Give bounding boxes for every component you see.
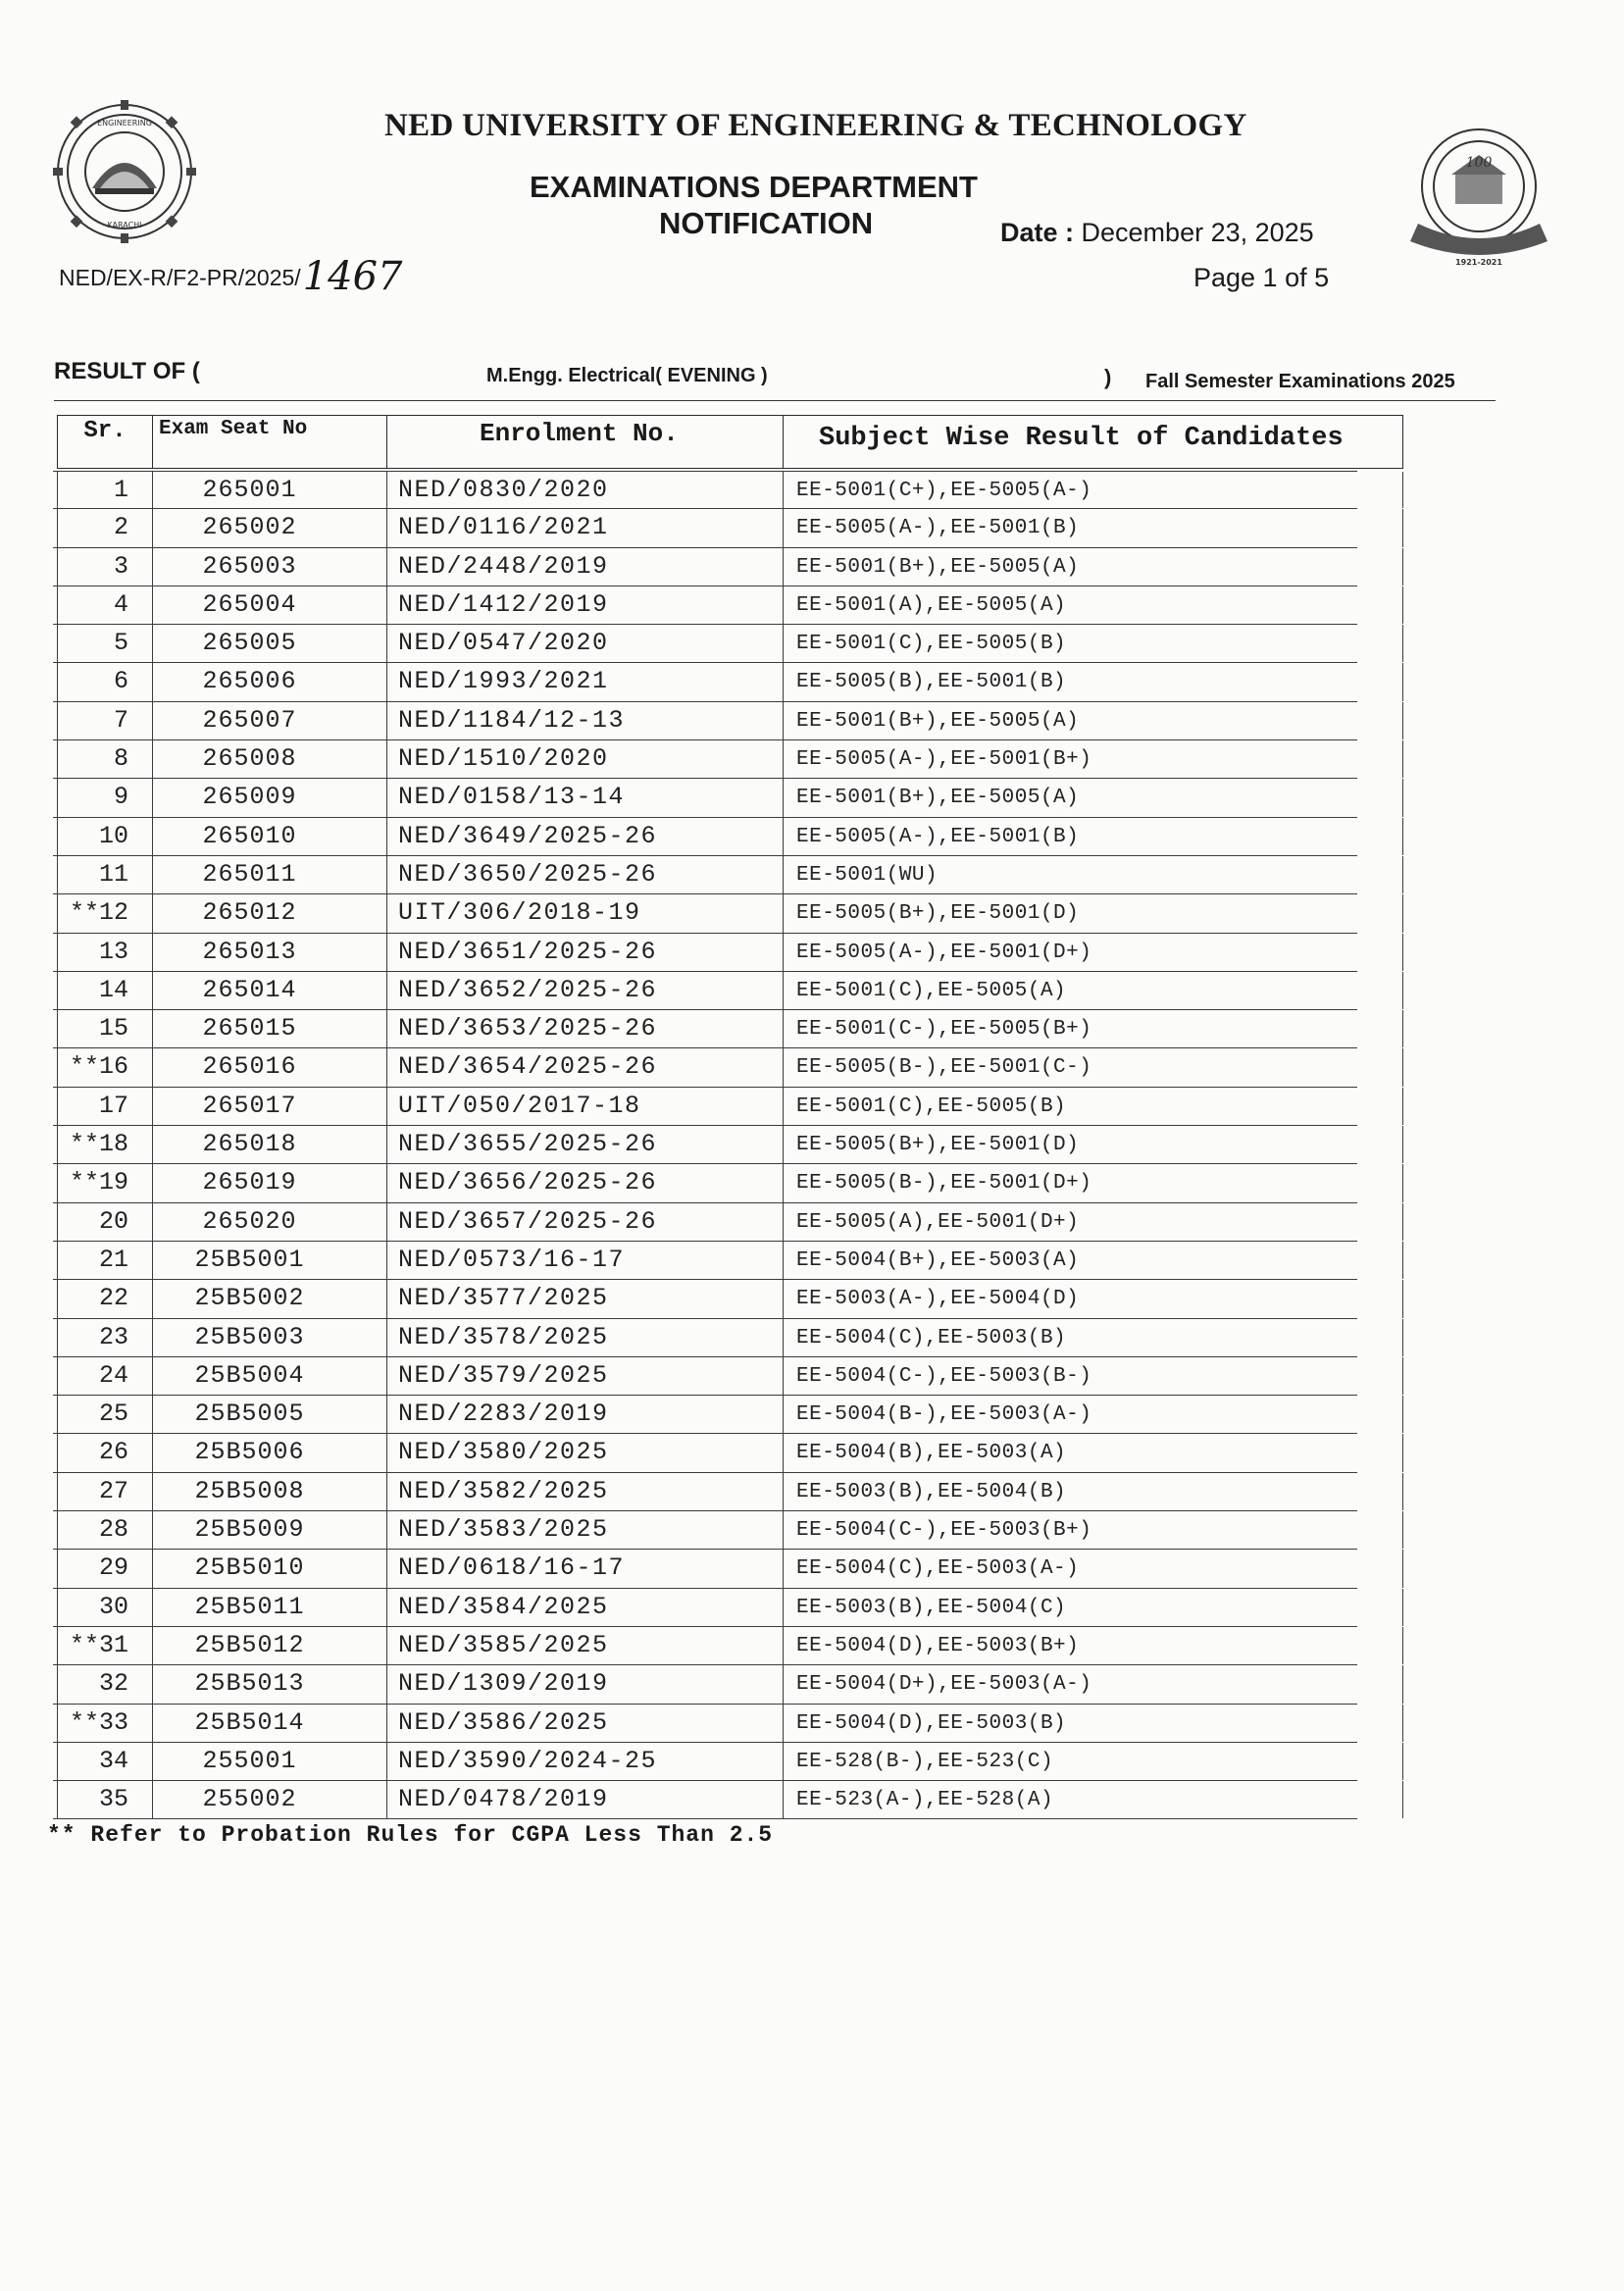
subject-cell: EE-5004(D+),EE-5003(A-): [783, 1665, 1403, 1703]
footnote: ** Refer to Probation Rules for CGPA Less Than 2.5: [47, 1822, 774, 1848]
subject-cell: EE-5005(A-),EE-5001(B): [783, 818, 1403, 855]
university-name: NED UNIVERSITY OF ENGINEERING & TECHNOLOGY: [384, 108, 1247, 143]
sr-cell: 10: [57, 818, 153, 855]
sr-cell: 3: [57, 548, 153, 585]
header-enrolment: Enrolment No.: [386, 415, 784, 469]
seat-cell: 265014: [152, 972, 387, 1009]
subject-cell: EE-5005(B-),EE-5001(C-): [783, 1048, 1403, 1086]
sr-cell: **12: [57, 894, 153, 932]
enrolment-cell: NED/3586/2025: [386, 1705, 784, 1742]
seat-cell: 255002: [152, 1781, 387, 1818]
enrolment-cell: NED/3583/2025: [386, 1511, 784, 1549]
table-row: [53, 625, 1357, 663]
enrolment-cell: NED/3652/2025-26: [386, 972, 784, 1009]
sr-cell: 29: [57, 1550, 153, 1587]
seat-cell: 265005: [152, 625, 387, 662]
enrolment-cell: NED/3649/2025-26: [386, 818, 784, 855]
sr-cell: 9: [57, 779, 153, 816]
seat-cell: 265011: [152, 856, 387, 893]
enrolment-cell: NED/3585/2025: [386, 1627, 784, 1664]
seat-cell: 25B5003: [152, 1319, 387, 1356]
enrolment-cell: UIT/306/2018-19: [386, 894, 784, 932]
sr-cell: 27: [57, 1473, 153, 1510]
page-number: Page 1 of 5: [1193, 263, 1330, 292]
seat-cell: 265004: [152, 586, 387, 624]
table-row: [53, 856, 1357, 894]
program-name: M.Engg. Electrical( EVENING ): [486, 365, 768, 386]
table-row: [53, 1357, 1357, 1396]
sr-cell: 4: [57, 586, 153, 624]
subject-cell: EE-5005(B+),EE-5001(D): [783, 894, 1403, 932]
subject-cell: EE-5004(B),EE-5003(A): [783, 1434, 1403, 1471]
enrolment-cell: NED/0618/16-17: [386, 1550, 784, 1587]
enrolment-cell: NED/3582/2025: [386, 1473, 784, 1510]
seat-cell: 265003: [152, 548, 387, 585]
table-row: [53, 663, 1357, 701]
subject-cell: EE-5005(B-),EE-5001(D+): [783, 1164, 1403, 1201]
enrolment-cell: NED/3580/2025: [386, 1434, 784, 1471]
sr-cell: 5: [57, 625, 153, 662]
notification-title: NOTIFICATION: [659, 206, 874, 240]
sr-cell: 8: [57, 740, 153, 778]
subject-cell: EE-5004(B-),EE-5003(A-): [783, 1396, 1403, 1433]
reference-number: [59, 250, 403, 299]
subject-cell: EE-5003(B),EE-5004(C): [783, 1589, 1403, 1626]
seat-cell: 265013: [152, 934, 387, 971]
seat-cell: 265006: [152, 663, 387, 700]
seat-cell: 25B5009: [152, 1511, 387, 1549]
table-row: [53, 1473, 1357, 1511]
table-row: [53, 702, 1357, 740]
subject-cell: EE-5004(B+),EE-5003(A): [783, 1242, 1403, 1279]
subject-cell: EE-523(A-),EE-528(A): [783, 1781, 1403, 1818]
enrolment-cell: NED/3579/2025: [386, 1357, 784, 1395]
enrolment-cell: NED/3657/2025-26: [386, 1203, 784, 1241]
subject-cell: EE-5001(B+),EE-5005(A): [783, 702, 1403, 739]
table-row: [53, 1164, 1357, 1202]
enrolment-cell: NED/3651/2025-26: [386, 934, 784, 971]
table-row: [53, 972, 1357, 1010]
table-row: [53, 1665, 1357, 1704]
sr-cell: 30: [57, 1589, 153, 1626]
seat-cell: 265007: [152, 702, 387, 739]
seat-cell: 25B5001: [152, 1242, 387, 1279]
date-value: December 23, 2025: [1081, 218, 1314, 247]
subject-cell: EE-5005(A-),EE-5001(B): [783, 509, 1403, 546]
table-row: [53, 934, 1357, 972]
table-header: [53, 415, 1357, 471]
sr-cell: 7: [57, 702, 153, 739]
subject-cell: EE-528(B-),EE-523(C): [783, 1743, 1403, 1780]
subject-cell: EE-5001(B+),EE-5005(A): [783, 779, 1403, 816]
table-row: [53, 509, 1357, 547]
sr-cell: **33: [57, 1705, 153, 1742]
seat-cell: 25B5005: [152, 1396, 387, 1433]
seat-cell: 265009: [152, 779, 387, 816]
subject-cell: EE-5001(A),EE-5005(A): [783, 586, 1403, 624]
enrolment-cell: NED/3655/2025-26: [386, 1126, 784, 1163]
sr-cell: 28: [57, 1511, 153, 1549]
table-row: [53, 1550, 1357, 1588]
svg-text:KARACHI: KARACHI: [107, 221, 142, 229]
enrolment-cell: NED/2283/2019: [386, 1396, 784, 1433]
enrolment-cell: NED/3653/2025-26: [386, 1010, 784, 1047]
seat-cell: 25B5013: [152, 1665, 387, 1703]
enrolment-cell: NED/0478/2019: [386, 1781, 784, 1818]
subject-cell: EE-5004(C-),EE-5003(B-): [783, 1357, 1403, 1395]
table-row: [53, 894, 1357, 933]
subject-cell: EE-5004(C-),EE-5003(B+): [783, 1511, 1403, 1549]
results-table: [53, 415, 1357, 1819]
sr-cell: 14: [57, 972, 153, 1009]
sr-cell: 24: [57, 1357, 153, 1395]
enrolment-cell: NED/0573/16-17: [386, 1242, 784, 1279]
divider: [54, 400, 1496, 401]
sr-cell: 17: [57, 1088, 153, 1125]
table-row: [53, 548, 1357, 586]
enrolment-cell: NED/3577/2025: [386, 1280, 784, 1317]
table-row: [53, 1203, 1357, 1242]
subject-cell: EE-5004(D),EE-5003(B+): [783, 1627, 1403, 1664]
table-row: [53, 818, 1357, 856]
sr-cell: 21: [57, 1242, 153, 1279]
ned-university-crest-icon: [51, 98, 198, 245]
subject-cell: EE-5001(C+),EE-5005(A-): [783, 472, 1403, 508]
enrolment-cell: NED/1184/12-13: [386, 702, 784, 739]
enrolment-cell: NED/2448/2019: [386, 548, 784, 585]
sr-cell: 20: [57, 1203, 153, 1241]
sr-cell: 35: [57, 1781, 153, 1818]
enrolment-cell: NED/1510/2020: [386, 740, 784, 778]
subject-cell: EE-5001(C-),EE-5005(B+): [783, 1010, 1403, 1047]
table-row: [53, 1319, 1357, 1357]
table-body: [53, 471, 1357, 1819]
subject-cell: EE-5001(WU): [783, 856, 1403, 893]
subject-cell: EE-5005(A-),EE-5001(B+): [783, 740, 1403, 778]
subject-cell: EE-5005(A-),EE-5001(D+): [783, 934, 1403, 971]
enrolment-cell: NED/3656/2025-26: [386, 1164, 784, 1201]
sr-cell: 2: [57, 509, 153, 546]
enrolment-cell: NED/1412/2019: [386, 586, 784, 624]
enrolment-cell: NED/1993/2021: [386, 663, 784, 700]
sr-cell: 32: [57, 1665, 153, 1703]
seat-cell: 265002: [152, 509, 387, 546]
seat-cell: 265012: [152, 894, 387, 932]
enrolment-cell: NED/0547/2020: [386, 625, 784, 662]
seat-cell: 265001: [152, 472, 387, 508]
subject-cell: EE-5001(C),EE-5005(A): [783, 972, 1403, 1009]
subject-cell: EE-5004(C),EE-5003(A-): [783, 1550, 1403, 1587]
enrolment-cell: NED/3578/2025: [386, 1319, 784, 1356]
seat-cell: 25B5012: [152, 1627, 387, 1664]
subject-cell: EE-5001(B+),EE-5005(A): [783, 548, 1403, 585]
sr-cell: **16: [57, 1048, 153, 1086]
sr-cell: 34: [57, 1743, 153, 1780]
sr-cell: **19: [57, 1164, 153, 1201]
svg-text:1921-2021: 1921-2021: [1455, 258, 1502, 267]
table-row: [53, 1126, 1357, 1164]
sr-cell: 25: [57, 1396, 153, 1433]
sr-cell: **18: [57, 1126, 153, 1163]
table-row: [53, 1010, 1357, 1048]
svg-text:100: 100: [1465, 155, 1493, 171]
enrolment-cell: UIT/050/2017-18: [386, 1088, 784, 1125]
seat-cell: 25B5014: [152, 1705, 387, 1742]
table-row: [53, 1781, 1357, 1819]
header-sr: Sr.: [57, 415, 153, 469]
seat-cell: 25B5004: [152, 1357, 387, 1395]
seat-cell: 265017: [152, 1088, 387, 1125]
handwritten-number: 1467: [302, 254, 403, 299]
seat-cell: 25B5008: [152, 1473, 387, 1510]
header-seat: Exam Seat No: [152, 415, 387, 469]
enrolment-cell: NED/0830/2020: [386, 472, 784, 508]
subject-cell: EE-5004(D),EE-5003(B): [783, 1705, 1403, 1742]
date-block: [1000, 218, 1314, 248]
header-subject: Subject Wise Result of Candidates: [783, 415, 1403, 469]
subject-cell: EE-5005(B),EE-5001(B): [783, 663, 1403, 700]
table-row: [53, 1627, 1357, 1665]
result-of-label: RESULT OF (: [54, 358, 200, 384]
enrolment-cell: NED/3590/2024-25: [386, 1743, 784, 1780]
enrolment-cell: NED/0116/2021: [386, 509, 784, 546]
close-paren: ): [1104, 365, 1112, 389]
semester-label: Fall Semester Examinations 2025: [1145, 371, 1455, 392]
seat-cell: 25B5002: [152, 1280, 387, 1317]
table-row: [53, 1280, 1357, 1318]
seat-cell: 25B5010: [152, 1550, 387, 1587]
seat-cell: 265018: [152, 1126, 387, 1163]
subject-cell: EE-5005(A),EE-5001(D+): [783, 1203, 1403, 1241]
sr-cell: 1: [57, 472, 153, 508]
enrolment-cell: NED/3654/2025-26: [386, 1048, 784, 1086]
table-row: [53, 1434, 1357, 1472]
table-row: [53, 1088, 1357, 1126]
table-row: [53, 1396, 1357, 1434]
subject-cell: EE-5004(C),EE-5003(B): [783, 1319, 1403, 1356]
table-row: [53, 1589, 1357, 1627]
date-label: Date :: [1000, 218, 1075, 247]
enrolment-cell: NED/3650/2025-26: [386, 856, 784, 893]
subject-cell: EE-5001(C),EE-5005(B): [783, 625, 1403, 662]
seat-cell: 265019: [152, 1164, 387, 1201]
table-row: [53, 1048, 1357, 1087]
seat-cell: 265020: [152, 1203, 387, 1241]
sr-cell: 26: [57, 1434, 153, 1471]
enrolment-cell: NED/0158/13-14: [386, 779, 784, 816]
enrolment-cell: NED/1309/2019: [386, 1665, 784, 1703]
sr-cell: 15: [57, 1010, 153, 1047]
svg-text:ENGINEERING: ENGINEERING: [97, 119, 152, 127]
seat-cell: 255001: [152, 1743, 387, 1780]
sr-cell: 22: [57, 1280, 153, 1317]
department-title: EXAMINATIONS DEPARTMENT: [530, 170, 978, 204]
reference-prefix: NED/EX-R/F2-PR/2025/: [59, 265, 301, 290]
seat-cell: 265008: [152, 740, 387, 778]
ned-centenary-seal-icon: [1400, 116, 1557, 273]
seat-cell: 265010: [152, 818, 387, 855]
table-row: [53, 1511, 1357, 1550]
sr-cell: 13: [57, 934, 153, 971]
subject-cell: EE-5003(B),EE-5004(B): [783, 1473, 1403, 1510]
table-row: [53, 779, 1357, 817]
seat-cell: 265016: [152, 1048, 387, 1086]
table-row: [53, 1743, 1357, 1781]
subject-cell: EE-5005(B+),EE-5001(D): [783, 1126, 1403, 1163]
seat-cell: 25B5006: [152, 1434, 387, 1471]
table-row: [53, 586, 1357, 625]
sr-cell: **31: [57, 1627, 153, 1664]
table-row: [53, 1705, 1357, 1743]
subject-cell: EE-5003(A-),EE-5004(D): [783, 1280, 1403, 1317]
seat-cell: 25B5011: [152, 1589, 387, 1626]
subject-cell: EE-5001(C),EE-5005(B): [783, 1088, 1403, 1125]
sr-cell: 23: [57, 1319, 153, 1356]
sr-cell: 11: [57, 856, 153, 893]
table-row: [53, 471, 1357, 509]
table-row: [53, 740, 1357, 779]
sr-cell: 6: [57, 663, 153, 700]
enrolment-cell: NED/3584/2025: [386, 1589, 784, 1626]
seat-cell: 265015: [152, 1010, 387, 1047]
table-row: [53, 1242, 1357, 1280]
